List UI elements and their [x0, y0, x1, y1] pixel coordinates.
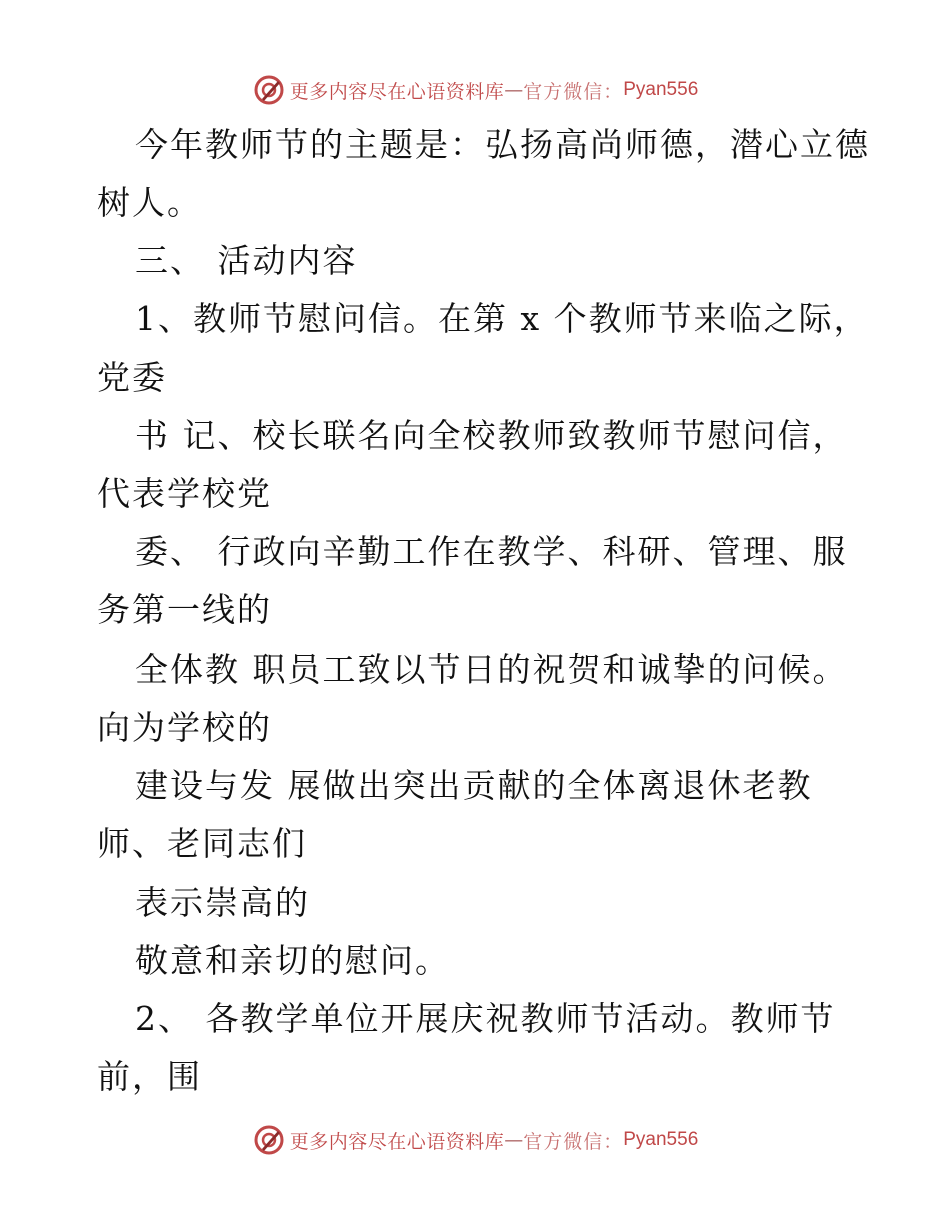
footer-ad-text: 更多内容尽在心语资料库	[289, 1130, 505, 1153]
footer-wechat-id: Pyan556	[623, 1129, 699, 1150]
header-ad-banner	[0, 70, 950, 110]
footer-ad-banner	[0, 1120, 950, 1160]
text-line: 树人。	[97, 183, 202, 222]
text-line: 表示崇高的	[135, 883, 310, 922]
text-line: 建设与发 展做出突出贡献的全体离退休老教	[135, 766, 813, 805]
logo-icon	[252, 1123, 286, 1157]
text-line: 师、老同志们	[97, 824, 307, 863]
text-line: 向为学校的	[97, 708, 272, 747]
text-line: 代表学校党	[97, 474, 272, 513]
footer-ad-separator: —	[504, 1129, 524, 1151]
text-line: 全体教 职员工致以节日的祝贺和诚挚的问候。	[135, 650, 848, 689]
text-line: 书 记、校长联名向全校教师致教师节慰问信，	[135, 416, 848, 455]
section-heading: 三、 活动内容	[135, 241, 358, 280]
text-line: 2、 各教学单位开展庆祝教师节活动。教师节	[135, 999, 836, 1038]
text-line: 党委	[97, 358, 167, 397]
text-line: 今年教师节的主题是：弘扬高尚师德，潜心立德	[135, 125, 870, 164]
logo-icon	[252, 73, 286, 107]
header-ad-text: 更多内容尽在心语资料库	[289, 80, 505, 103]
text-line: 敬意和亲切的慰问。	[135, 941, 450, 980]
text-line: 委、 行政向辛勤工作在教学、科研、管理、服	[135, 532, 848, 571]
header-wechat-id: Pyan556	[623, 79, 699, 100]
text-line: 1、教师节慰问信。在第 x 个教师节来临之际，	[135, 299, 869, 338]
text-line: 务第一线的	[97, 590, 272, 629]
header-ad-separator: —	[504, 79, 524, 101]
text-line: 前，围	[97, 1057, 202, 1096]
header-wechat-label: 官方微信：	[523, 80, 624, 103]
footer-wechat-label: 官方微信：	[523, 1130, 624, 1153]
